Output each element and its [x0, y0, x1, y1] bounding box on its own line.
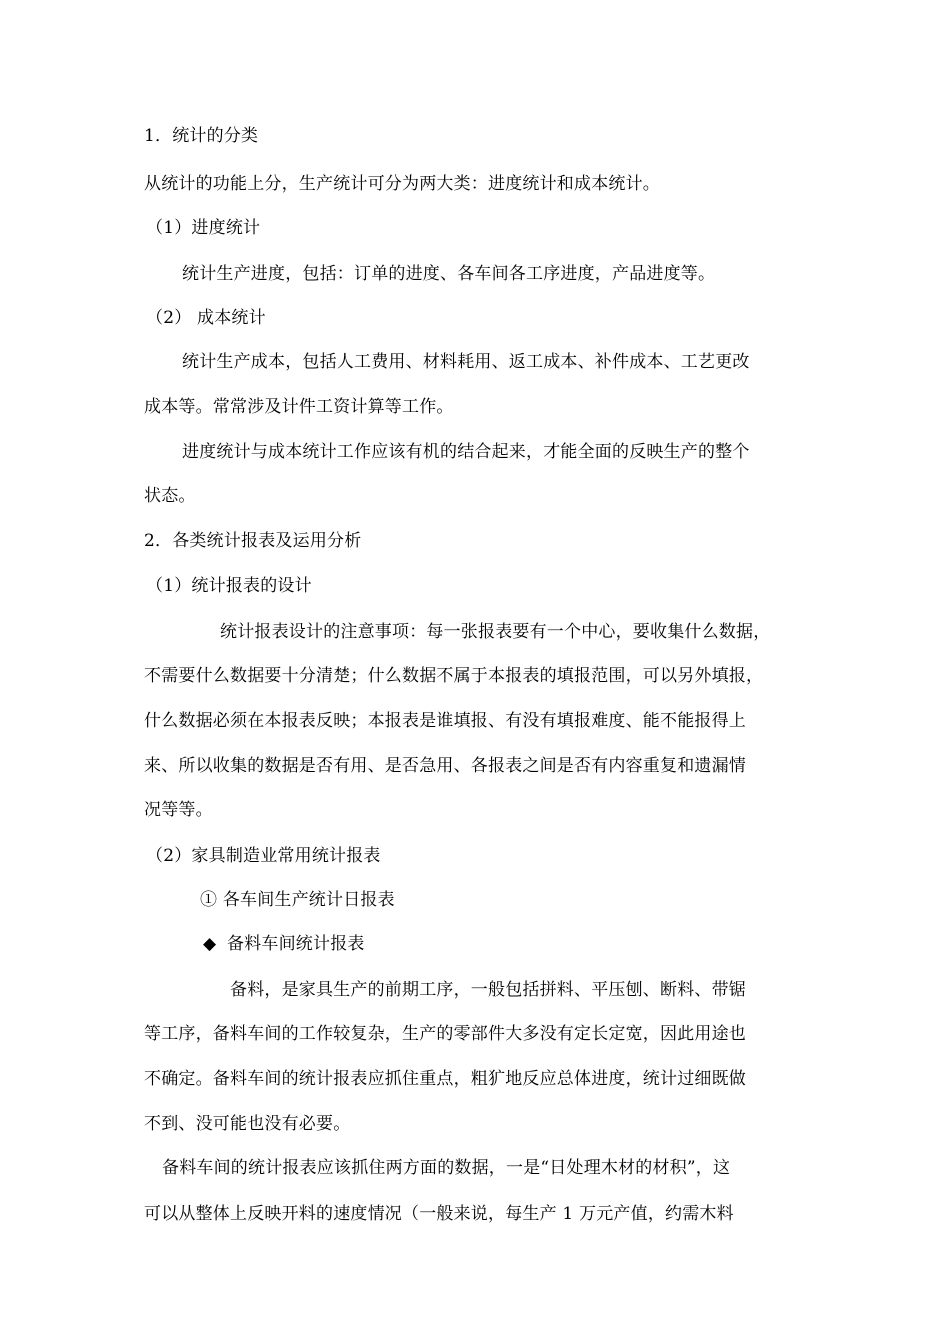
section-heading-1: 1．统计的分类 — [144, 126, 259, 146]
paragraph-prep-workshop-line-3: 不确定。备料车间的统计报表应抓住重点，粗犷地反应总体进度，统计过细既做 — [144, 1069, 746, 1089]
paragraph-combined-stats-line-1: 进度统计与成本统计工作应该有机的结合起来，才能全面的反映生产的整个 — [182, 442, 750, 462]
paragraph-report-design-line-1: 统计报表设计的注意事项：每一张报表要有一个中心，要收集什么数据， — [220, 622, 771, 642]
paragraph-report-design-line-3: 什么数据必须在本报表反映；本报表是谁填报、有没有填报难度、能不能报得上 — [144, 711, 746, 731]
paragraph-classification: 从统计的功能上分，生产统计可分为两大类：进度统计和成本统计。 — [144, 174, 660, 194]
paragraph-report-design-line-5: 况等等。 — [144, 800, 213, 820]
paragraph-prep-workshop-line-4: 不到、没可能也没有必要。 — [144, 1114, 351, 1134]
paragraph-prep-workshop-line-1: 备料，是家具生产的前期工序，一般包括拼料、平压刨、断料、带锯 — [230, 980, 746, 1000]
subheading-progress-stats: （1）进度统计 — [146, 218, 261, 238]
subheading-common-reports: （2）家具制造业常用统计报表 — [146, 846, 381, 866]
list-item-prep-workshop-report — [203, 932, 365, 956]
paragraph-progress-stats: 统计生产进度，包括：订单的进度、各车间各工序进度，产品进度等。 — [182, 264, 716, 284]
paragraph-prep-workshop-line-2: 等工序，备料车间的工作较复杂，生产的零部件大多没有定长定宽，因此用途也 — [144, 1024, 746, 1044]
subheading-report-design: （1）统计报表的设计 — [146, 576, 312, 596]
section-heading-2: 2．各类统计报表及运用分析 — [144, 531, 362, 551]
paragraph-report-design-line-4: 来、所以收集的数据是否有用、是否急用、各报表之间是否有内容重复和遗漏情 — [144, 756, 746, 776]
paragraph-cost-stats-line-2: 成本等。常常涉及计件工资计算等工作。 — [144, 397, 454, 417]
paragraph-cost-stats-line-1: 统计生产成本，包括人工费用、材料耗用、返工成本、补件成本、工艺更改 — [182, 352, 750, 372]
subheading-cost-stats: （2） 成本统计 — [146, 308, 266, 328]
paragraph-combined-stats-line-2: 状态。 — [144, 486, 196, 506]
paragraph-prep-data-line-1: 备料车间的统计报表应该抓住两方面的数据，一是“日处理木材的材积”，这 — [162, 1158, 731, 1178]
paragraph-report-design-line-2: 不需要什么数据要十分清楚；什么数据不属于本报表的填报范围，可以另外填报， — [144, 666, 764, 686]
list-item-prep-workshop-label: 备料车间统计报表 — [227, 934, 365, 954]
diamond-bullet-icon: ◆ — [203, 934, 217, 954]
paragraph-prep-data-line-2: 可以从整体上反映开料的速度情况（一般来说，每生产 1 万元产值，约需木料 — [144, 1204, 734, 1224]
list-item-workshop-daily-report: ① 各车间生产统计日报表 — [200, 890, 395, 910]
